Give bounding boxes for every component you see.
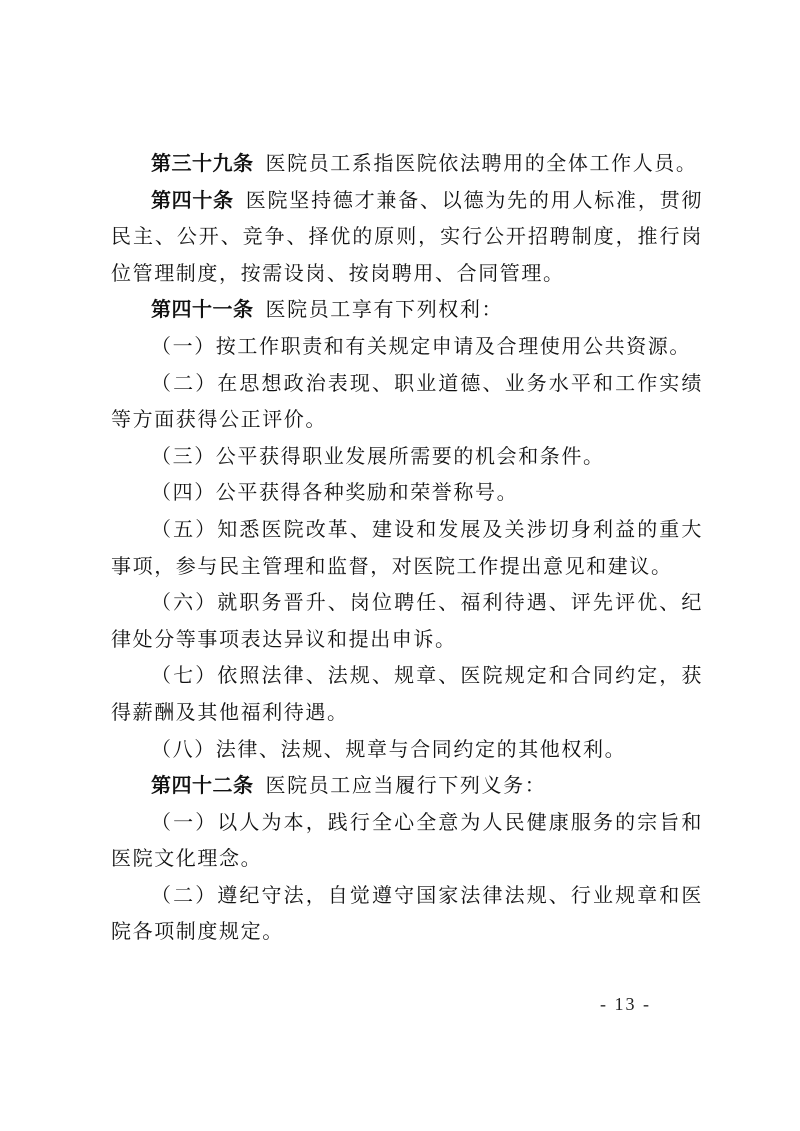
- paragraph-article-39: [111, 145, 703, 182]
- paragraph-text: 医院坚持德才兼备、以德为先的用人标准，贯彻民主、公开、竞争、择优的原则，实行公开招聘制度，推行岗位管理制度，按需设岗、按岗聘用、合同管理。: [111, 187, 703, 285]
- list-item: [111, 584, 703, 657]
- list-item: [111, 365, 703, 438]
- paragraph-text: （三）公平获得职业发展所需要的机会和条件。: [151, 443, 605, 468]
- paragraph-article-42: [111, 767, 703, 804]
- paragraph-text: （一）按工作职责和有关规定申请及合理使用公共资源。: [151, 333, 691, 358]
- list-item: [111, 474, 703, 511]
- article-number: 第四十一条: [151, 297, 254, 322]
- article-number: 第四十条: [151, 187, 234, 212]
- article-number: 第三十九条: [151, 151, 254, 175]
- list-item: [111, 877, 703, 950]
- article-number: 第四十二条: [151, 773, 254, 798]
- document-body: [111, 145, 703, 950]
- paragraph-text: 医院员工享有下列权利：: [265, 297, 504, 322]
- paragraph-text: （四）公平获得各种奖励和荣誉称号。: [151, 480, 519, 505]
- paragraph-text: 医院员工系指医院依法聘用的全体工作人员。: [265, 151, 698, 175]
- paragraph-text: （二）遵纪守法，自觉遵守国家法律法规、行业规章和医院各项制度规定。: [111, 882, 703, 944]
- list-item: [111, 657, 703, 730]
- list-item: [111, 438, 703, 475]
- list-item: [111, 804, 703, 877]
- paragraph-text: （一）以人为本，践行全心全意为人民健康服务的宗旨和医院文化理念。: [111, 809, 703, 871]
- paragraph-text: （七）依照法律、法规、规章、医院规定和合同约定，获得薪酬及其他福利待遇。: [111, 663, 703, 724]
- paragraph-text: （六）就职务晋升、岗位聘任、福利待遇、评先评优、纪律处分等事项表达异议和提出申诉。: [111, 590, 703, 651]
- paragraph-text: （八）法律、法规、规章与合同约定的其他权利。: [151, 736, 627, 761]
- paragraph-text: 医院员工应当履行下列义务：: [265, 773, 547, 798]
- paragraph-text: （五）知悉医院改革、建设和发展及关涉切身利益的重大事项，参与民主管理和监督，对医院工作提出意见和建议。: [111, 516, 703, 578]
- paragraph-article-41: [111, 291, 703, 328]
- list-item: [111, 731, 703, 768]
- page-number: - 13 -: [600, 994, 651, 1014]
- paragraph-text: （二）在思想政治表现、职业道德、业务水平和工作实绩等方面获得公正评价。: [111, 370, 703, 432]
- paragraph-article-40: [111, 182, 703, 292]
- list-item: [111, 328, 703, 365]
- list-item: [111, 511, 703, 584]
